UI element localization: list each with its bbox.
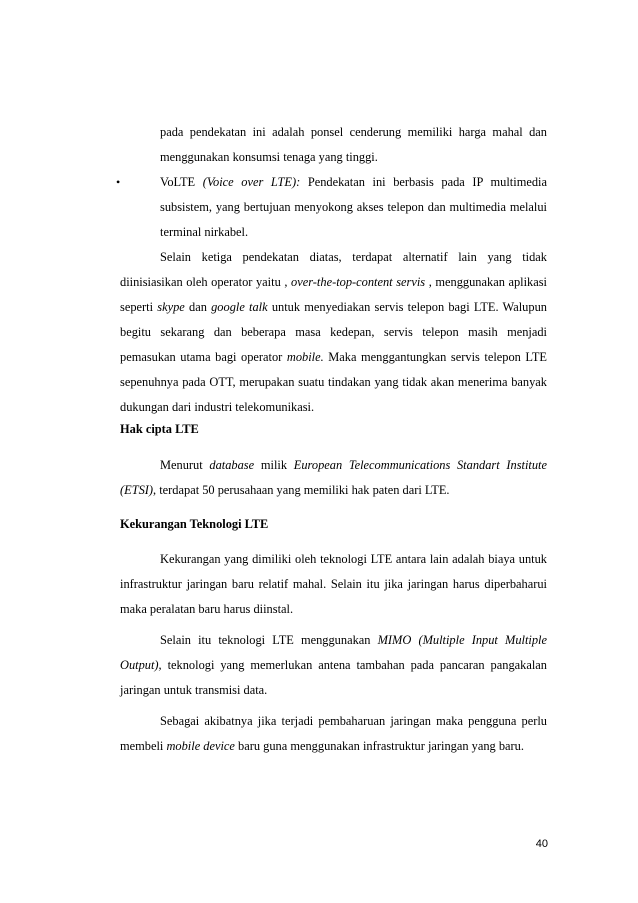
para1-part5: Maka menggantungkan servis telepon LTE sepenuhnya pada OTT, merupakan suatu tindakan yang tidak akan menerima banyak dukungan dari industri telekomunikasi. — [120, 350, 547, 414]
para1-em1: over-the-top-content servis — [291, 275, 426, 289]
paragraph-mimo — [120, 628, 547, 703]
intro-continuation-text: pada pendekatan ini adalah ponsel cenderung memiliki harga mahal dan menggunakan konsumsi tenaga yang tinggi. — [160, 125, 547, 164]
bullet-term: VoLTE — [160, 175, 196, 189]
heading-drawbacks: Kekurangan Teknologi LTE — [120, 517, 269, 531]
para1-em4: mobile. — [286, 350, 324, 364]
para2-part3: , terdapat 50 perusahaan yang memiliki hak paten dari LTE. — [153, 483, 450, 497]
paragraph-copyright-text — [120, 453, 547, 503]
paragraph-cost-text: Kekurangan yang dimiliki oleh teknologi LTE antara lain adalah biaya untuk infrastruktur jaringan baru relatif mahal. Selain itu jika jaringan harus diperbaharui maka peralatan baru harus diinstal. — [120, 552, 547, 616]
para4-part1: Selain itu teknologi LTE menggunakan — [160, 633, 371, 647]
para1-em2: skype — [157, 300, 185, 314]
paragraph-ott — [120, 245, 547, 420]
paragraph-mimo-text — [120, 628, 547, 703]
para2-em2: European Telecommunications Standart Institute (ETSI) — [120, 458, 547, 497]
page-number: 40 — [535, 838, 548, 850]
bullet-term-detail: (Voice over LTE): — [202, 175, 301, 189]
paragraph-cost — [120, 547, 547, 622]
para5-em1: mobile device — [166, 739, 235, 753]
para1-em3: google talk — [211, 300, 268, 314]
intro-continuation — [160, 120, 547, 170]
para1-part4: untuk menyediakan servis telepon bagi LTE. Walupun begitu sekarang dan beberapa masa kedepan, servis telepon masih menjadi pemasukan utama bagi operator — [120, 300, 547, 364]
para1-part1: Selain ketiga pendekatan diatas, terdapat alternatif lain yang tidak diinisiasikan oleh operator yaitu , — [120, 250, 547, 289]
heading-copyright: Hak cipta LTE — [120, 422, 199, 436]
bullet-dot-icon: • — [116, 175, 121, 189]
paragraph-ott-text — [120, 245, 547, 420]
bullet-item-volte — [116, 170, 547, 245]
bullet-text — [160, 170, 547, 245]
para2-part2: milik — [260, 458, 288, 472]
paragraph-copyright — [120, 453, 547, 503]
para4-em1: MIMO (Multiple Input Multiple Output), — [120, 633, 547, 672]
para2-part1: Menurut — [160, 458, 203, 472]
para4-part2: teknologi yang memerlukan antena tambahan pada pancaran pangakalan jaringan untuk transmisi data. — [120, 658, 547, 697]
para5-part1: Sebagai akibatnya jika terjadi pembaharuan jaringan maka pengguna perlu membeli — [120, 714, 547, 753]
paragraph-device — [120, 709, 547, 759]
bullet-body: Pendekatan ini berbasis pada IP multimedia subsistem, yang bertujuan menyokong akses telepon dan multimedia melalui terminal nirkabel. — [160, 175, 547, 239]
para1-part3: dan — [189, 300, 207, 314]
para5-part2: baru guna menggunakan infrastruktur jaringan yang baru. — [238, 739, 524, 753]
paragraph-device-text — [120, 709, 547, 759]
para2-em1: database — [209, 458, 255, 472]
para1-part2: , menggunakan aplikasi seperti — [120, 275, 548, 314]
